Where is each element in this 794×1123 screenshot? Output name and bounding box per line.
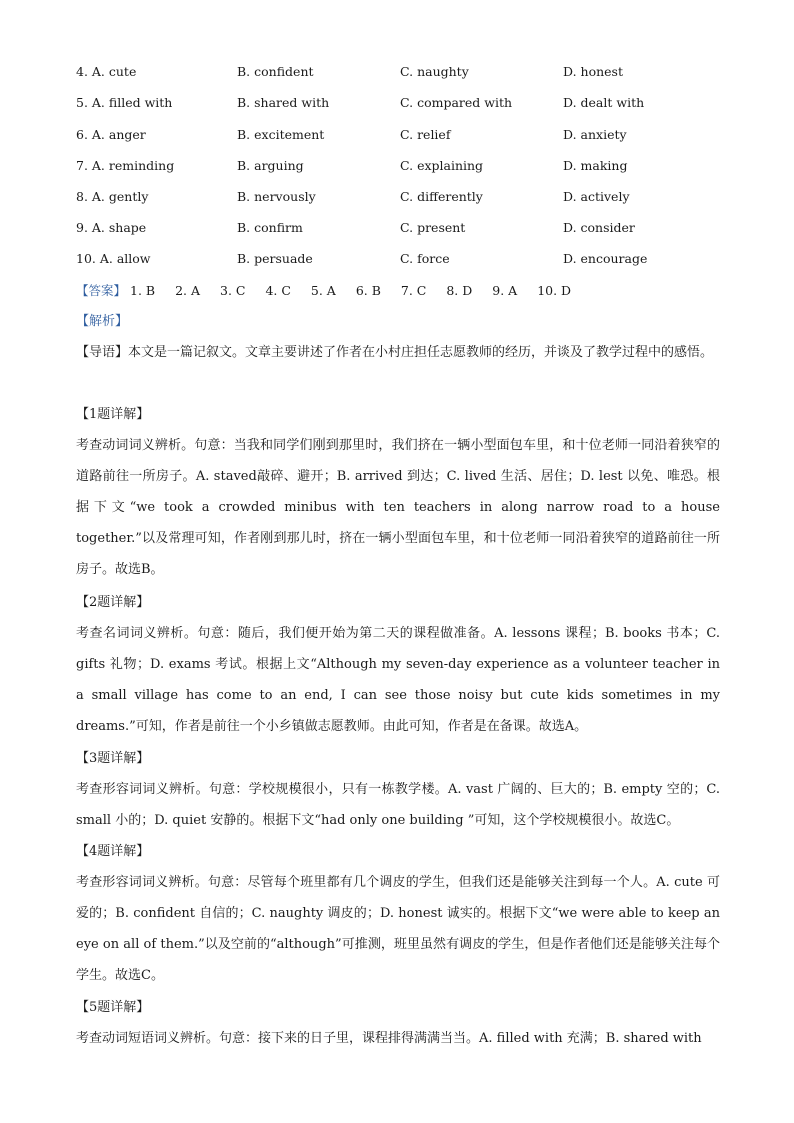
option-c: C. naughty xyxy=(400,64,469,79)
option-a: 10. A. allow xyxy=(76,251,151,266)
option-b: B. nervously xyxy=(237,189,316,204)
option-d: D. anxiety xyxy=(563,127,627,142)
answer-label: 【答案】 xyxy=(76,283,127,298)
option-b: B. confident xyxy=(237,64,314,79)
option-c: C. force xyxy=(400,251,450,266)
option-b: B. excitement xyxy=(237,127,325,142)
answer-item: 3. C xyxy=(220,283,246,298)
option-a: 8. A. gently xyxy=(76,189,149,204)
option-c: C. differently xyxy=(400,189,483,204)
option-b: B. persuade xyxy=(237,251,313,266)
section-title: 【2题详解】 xyxy=(76,595,150,610)
section-paragraph: 考查形容词词义辨析。句意：尽管每个班里都有几个调皮的学生，但我们还是能够关注到每一个人。A. cute 可爱的；B. confident 自信的；C. naughty 调皮的；D. honest 诚实的。根据下文“we were able to keep an eye on all of them.”以及空前的“although”可推测，班里虽然有调皮的学生，但是作者他们还是能够关注每个学生。故选C。 xyxy=(76,875,720,983)
analysis-label: 【解析】 xyxy=(76,314,129,329)
option-a: 9. A. shape xyxy=(76,220,147,235)
option-b: B. confirm xyxy=(237,220,303,235)
answer-key xyxy=(76,281,587,301)
answer-item: 2. A xyxy=(175,283,201,298)
option-d: D. dealt with xyxy=(563,95,645,110)
section-title: 【1题详解】 xyxy=(76,407,150,422)
section-paragraph: 考查形容词词义辨析。句意：学校规模很小，只有一栋教学楼。A. vast 广阔的、巨大的；B. empty 空的；C. small 小的；D. quiet 安静的。根据下文“had only one building ”可知，这个学校规模很小。故选C。 xyxy=(76,782,720,828)
option-b: B. arguing xyxy=(237,158,304,173)
answer-item: 6. B xyxy=(355,283,381,298)
intro-paragraph: 【导语】本文是一篇记叙文。文章主要讲述了作者在小村庄担任志愿教师的经历，并谈及了教学过程中的感悟。 xyxy=(76,345,714,360)
option-d: D. honest xyxy=(563,64,623,79)
section-title: 【3题详解】 xyxy=(76,751,150,766)
option-c: C. compared with xyxy=(400,95,513,110)
answer-item: 8. D xyxy=(446,283,473,298)
option-row xyxy=(0,93,794,113)
option-row xyxy=(0,156,794,176)
answer-item: 4. C xyxy=(265,283,291,298)
option-a: 4. A. cute xyxy=(76,64,137,79)
section-paragraph: 考查名词词义辨析。句意：随后，我们便开始为第二天的课程做准备。A. lessons 课程；B. books 书本；C. gifts 礼物；D. exams 考试。根据上文“Although my seven-day experience as a volunteer teacher in a small village has come to an end, I can see those noisy but cute kids sometimes in my dreams.”可知，作者是前往一个小乡镇做志愿教师。由此可知，作者是在备课。故选A。 xyxy=(76,626,720,734)
option-c: C. present xyxy=(400,220,466,235)
answer-item: 9. A xyxy=(492,283,518,298)
answer-item: 10. D xyxy=(537,283,572,298)
option-row xyxy=(0,125,794,145)
section-title: 【4题详解】 xyxy=(76,844,150,859)
answer-item: 1. B xyxy=(130,283,156,298)
option-c: C. explaining xyxy=(400,158,484,173)
option-a: 6. A. anger xyxy=(76,127,146,142)
option-row xyxy=(0,249,794,269)
option-c: C. relief xyxy=(400,127,451,142)
option-row xyxy=(0,62,794,82)
section-paragraph: 考查动词短语词义辨析。句意：接下来的日子里，课程排得满满当当。A. filled with 充满；B. shared with xyxy=(76,1031,702,1046)
section-paragraph: 考查动词词义辨析。句意：当我和同学们刚到那里时，我们挤在一辆小型面包车里，和十位老师一同沿着狭窄的道路前往一所房子。A. staved敲碎、避开；B. arrived 到达；C. lived 生活、居住；D. lest 以免、唯恐。根据下文“we took a crowded minibus with ten teachers in along narrow road to a house together.”以及常理可知，作者刚到那儿时，挤在一辆小型面包车里，和十位老师一同沿着狭窄的道路前往一所房子。故选B。 xyxy=(76,438,720,577)
answer-item: 7. C xyxy=(400,283,427,298)
option-a: 7. A. reminding xyxy=(76,158,175,173)
option-d: D. making xyxy=(563,158,628,173)
option-b: B. shared with xyxy=(237,95,330,110)
option-row xyxy=(0,187,794,207)
option-a: 5. A. filled with xyxy=(76,95,173,110)
option-d: D. consider xyxy=(563,220,635,235)
option-d: D. actively xyxy=(563,189,630,204)
option-row xyxy=(0,218,794,238)
option-d: D. encourage xyxy=(563,251,648,266)
section-title: 【5题详解】 xyxy=(76,1000,150,1015)
answer-item: 5. A xyxy=(310,283,336,298)
